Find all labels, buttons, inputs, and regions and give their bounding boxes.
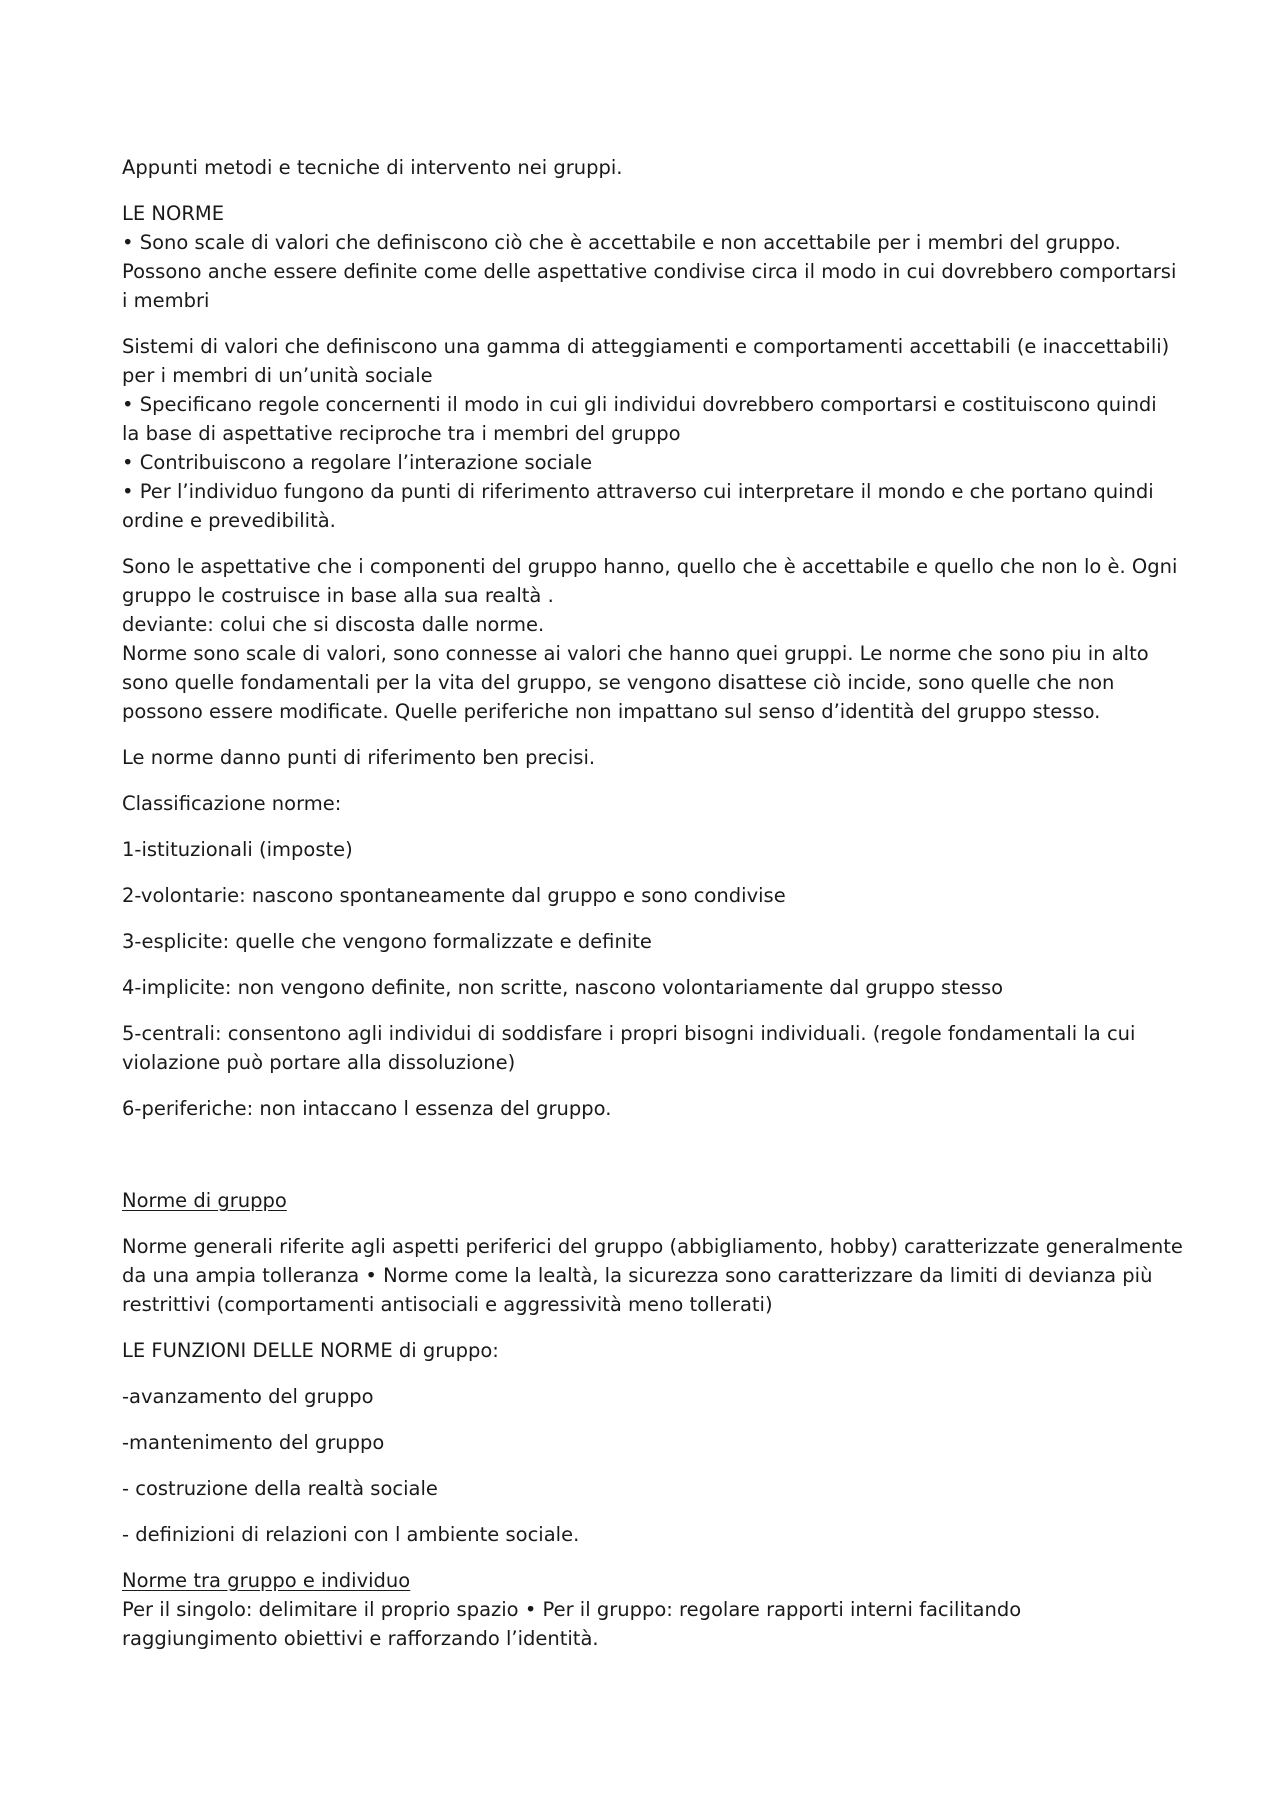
- norme-def-line: i membri: [122, 289, 210, 312]
- classificazione-item: 4-implicite: non vengono definite, non scritte, nascono volontariamente dal gruppo stesso: [122, 976, 1004, 999]
- aspettative-line: deviante: colui che si discosta dalle norme.: [122, 613, 545, 636]
- aspettative-paragraph: [122, 552, 1178, 726]
- document-title: Appunti metodi e tecniche di intervento nei gruppi.: [122, 156, 623, 179]
- sistemi-line: la base di aspettative reciproche tra i membri del gruppo: [122, 422, 681, 445]
- funzioni-item: - costruzione della realtà sociale: [122, 1477, 438, 1500]
- norme-def-line: Possono anche essere definite come delle aspettative condivise circa il modo in cui dovrebbero comportarsi: [122, 260, 1177, 283]
- funzioni-heading: LE FUNZIONI DELLE NORME di gruppo:: [122, 1339, 499, 1362]
- tra-line: raggiungimento obiettivi e rafforzando l’identità.: [122, 1627, 599, 1650]
- norme-generali-paragraph: [122, 1232, 1183, 1319]
- funzioni-item: -avanzamento del gruppo: [122, 1385, 374, 1408]
- funzioni-item: -mantenimento del gruppo: [122, 1431, 385, 1454]
- norme-gruppo-heading: Norme di gruppo: [122, 1189, 287, 1212]
- sistemi-line: per i membri di un’unità sociale: [122, 364, 433, 387]
- norme-generali-line: restrittivi (comportamenti antisociali e aggressività meno tollerati): [122, 1293, 773, 1316]
- sistemi-line: Sistemi di valori che definiscono una gamma di atteggiamenti e comportamenti accettabili (e inaccettabili): [122, 335, 1170, 358]
- aspettative-line: sono quelle fondamentali per la vita del gruppo, se vengono disattese ciò incide, sono quelle che non: [122, 671, 1115, 694]
- tra-line: Per il singolo: delimitare il proprio spazio • Per il gruppo: regolare rapporti interni facilitando: [122, 1598, 1022, 1621]
- aspettative-line: possono essere modificate. Quelle periferiche non impattano sul senso d’identità del gruppo stesso.: [122, 700, 1101, 723]
- funzioni-item: - definizioni di relazioni con l ambiente sociale.: [122, 1523, 580, 1546]
- tra-heading: Norme tra gruppo e individuo: [122, 1569, 411, 1592]
- norme-section: [122, 199, 1177, 315]
- norme-generali-line: da una ampia tolleranza • Norme come la lealtà, la sicurezza sono caratterizzare da limiti di devianza più: [122, 1264, 1153, 1287]
- aspettative-line: gruppo le costruisce in base alla sua realtà .: [122, 584, 554, 607]
- sistemi-line: • Per l’individuo fungono da punti di riferimento attraverso cui interpretare il mondo e che portano quindi: [122, 480, 1154, 503]
- sistemi-line: • Specificano regole concernenti il modo in cui gli individui dovrebbero comportarsi e costituiscono quindi: [122, 393, 1157, 416]
- classificazione-item: 3-esplicite: quelle che vengono formalizzate e definite: [122, 930, 652, 953]
- norme-heading: LE NORME: [122, 202, 225, 225]
- sistemi-line: • Contribuiscono a regolare l’interazione sociale: [122, 451, 593, 474]
- riferimento-paragraph: Le norme danno punti di riferimento ben precisi.: [122, 746, 596, 769]
- sistemi-paragraph: [122, 332, 1172, 535]
- classificazione-item: 5-centrali: consentono agli individui di soddisfare i propri bisogni individuali. (regole fondamentali la cui violazione può portare alla dissoluzione): [122, 1022, 1136, 1074]
- norme-def-line: • Sono scale di valori che definiscono ciò che è accettabile e non accettabile per i membri del gruppo.: [122, 231, 1121, 254]
- aspettative-line: Norme sono scale di valori, sono connesse ai valori che hanno quei gruppi. Le norme che sono piu in alto: [122, 642, 1149, 665]
- aspettative-line: Sono le aspettative che i componenti del gruppo hanno, quello che è accettabile e quello che non lo è. Ogni: [122, 555, 1178, 578]
- tra-section: [122, 1566, 1172, 1653]
- document-body: [122, 153, 1183, 1670]
- classificazione-item: 6-periferiche: non intaccano l essenza del gruppo.: [122, 1097, 612, 1120]
- classificazione-item: 1-istituzionali (imposte): [122, 838, 353, 861]
- blank-space: [122, 1140, 1172, 1186]
- classificazione-heading: Classificazione norme:: [122, 792, 342, 815]
- norme-generali-line: Norme generali riferite agli aspetti periferici del gruppo (abbigliamento, hobby) caratterizzate generalmente: [122, 1235, 1183, 1258]
- classificazione-item: 2-volontarie: nascono spontaneamente dal gruppo e sono condivise: [122, 884, 786, 907]
- sistemi-line: ordine e prevedibilità.: [122, 509, 336, 532]
